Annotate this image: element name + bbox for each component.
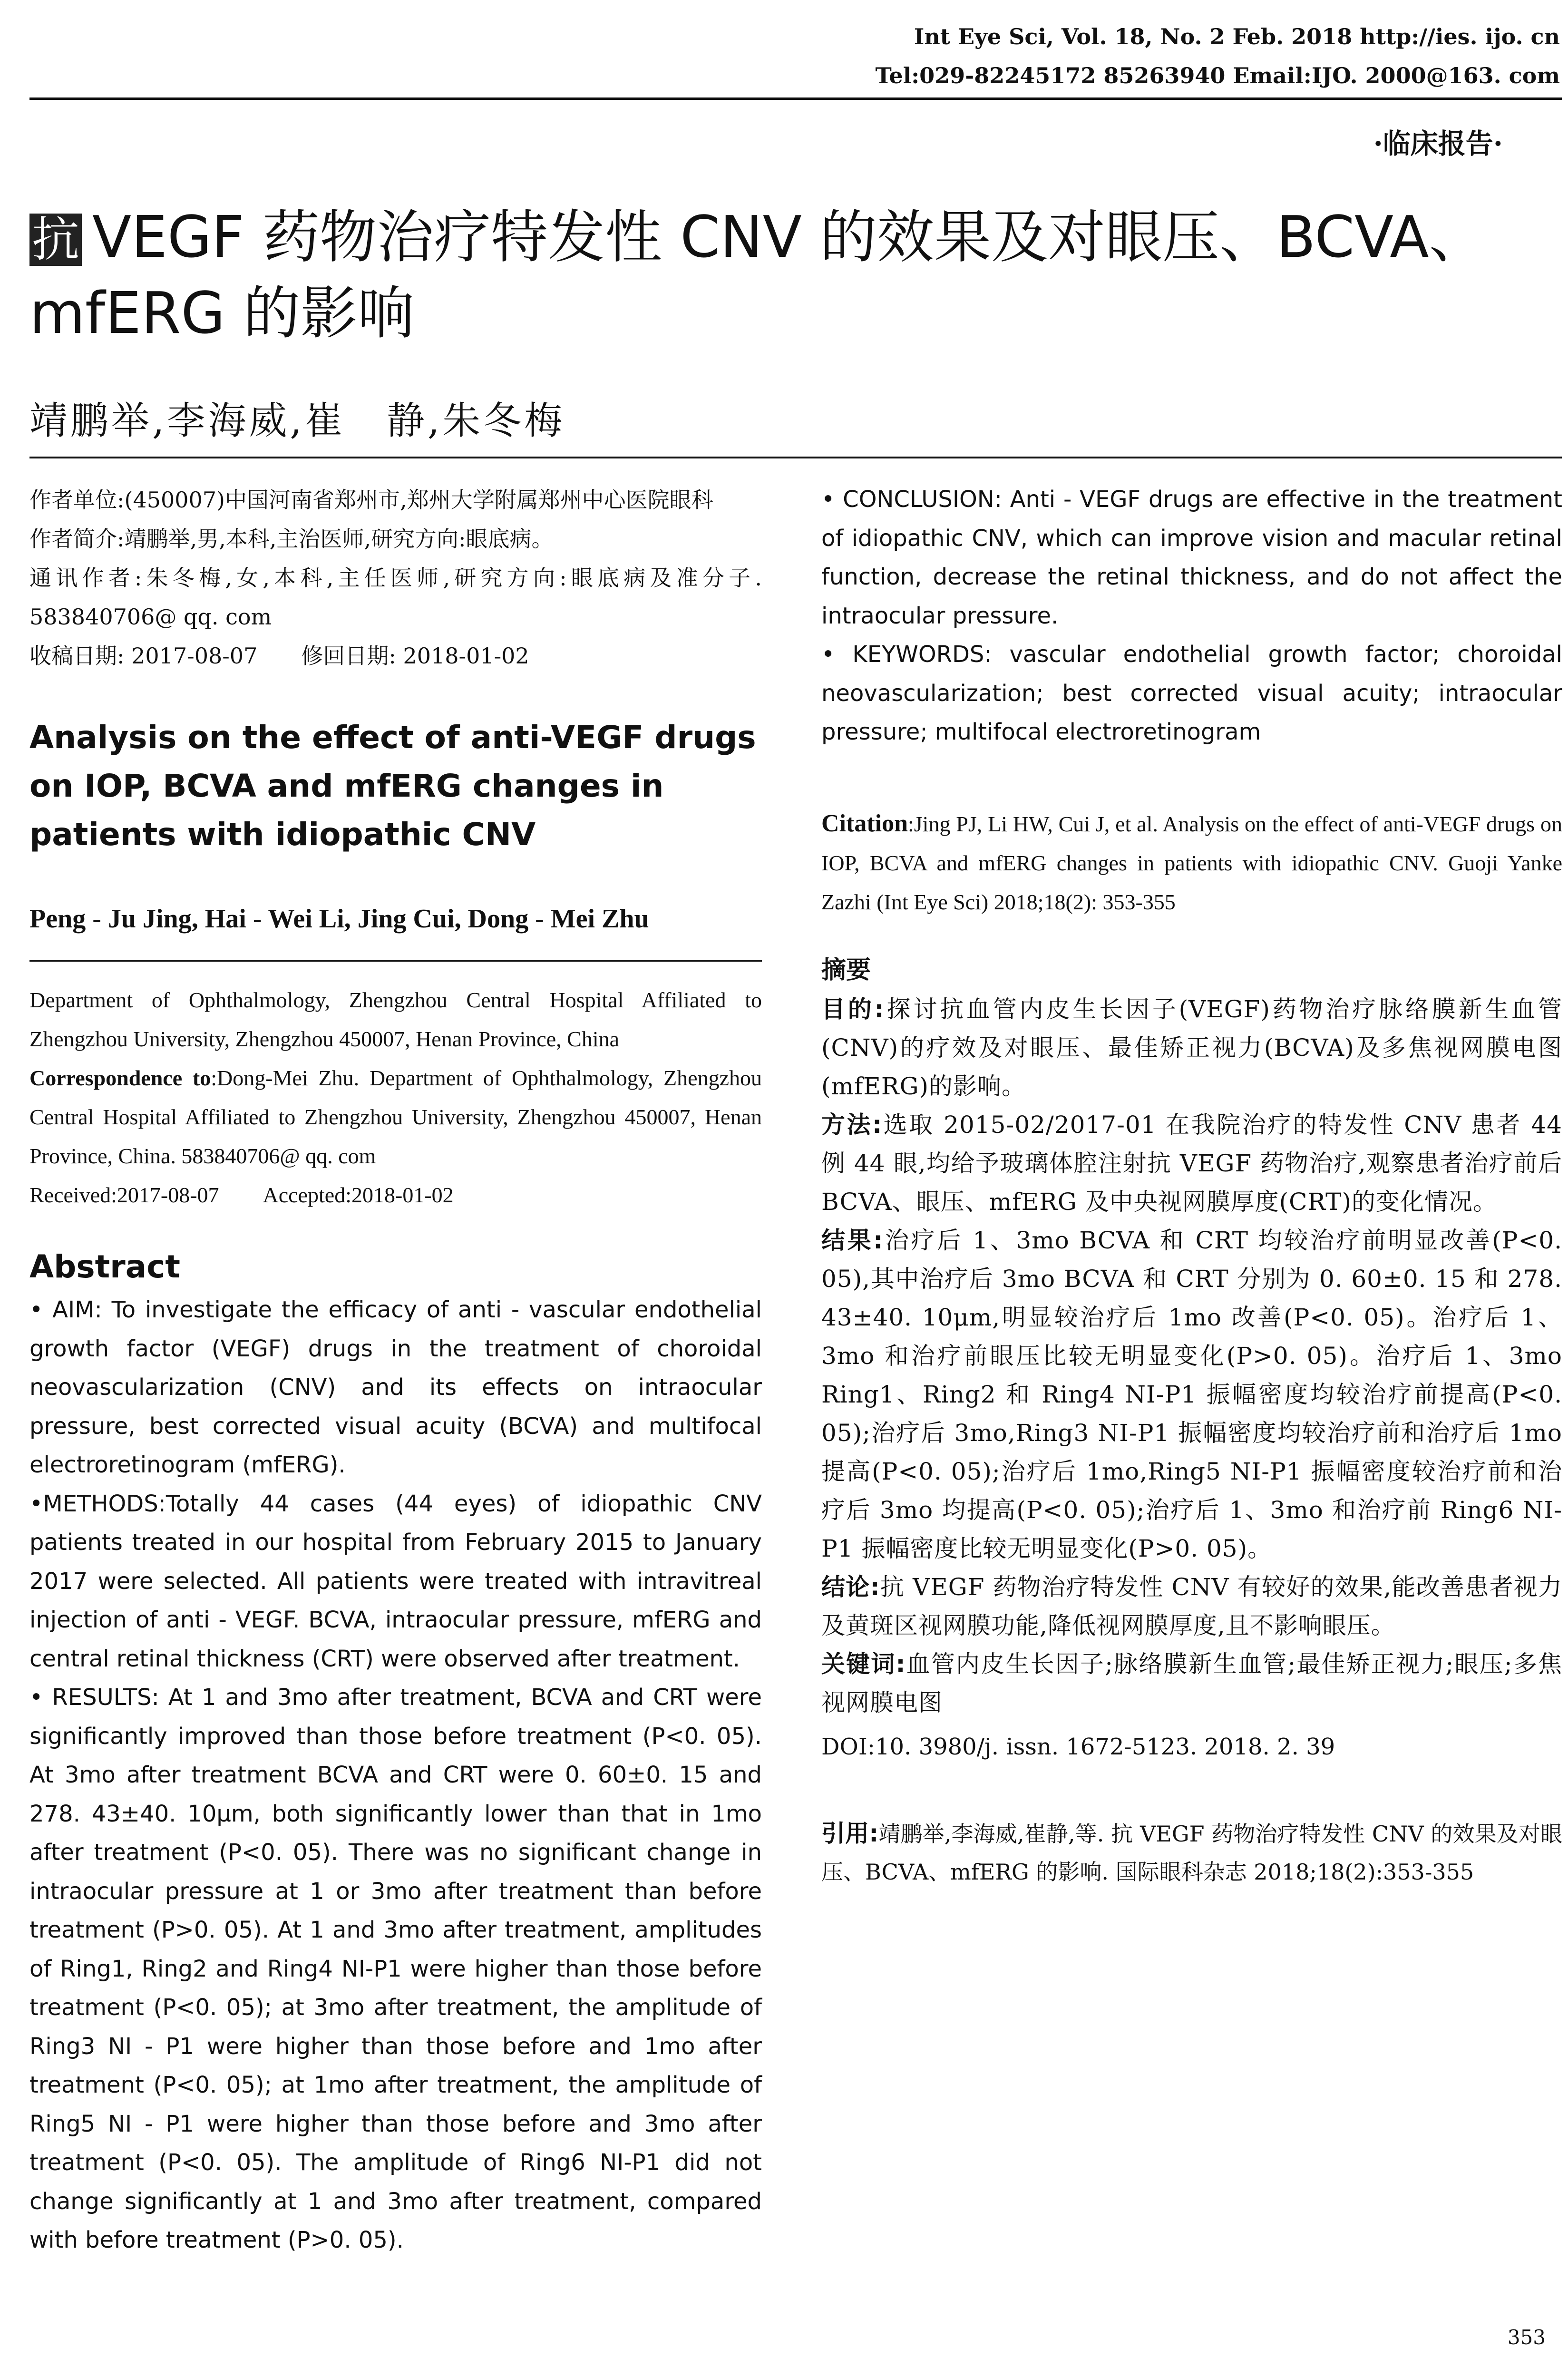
abstract-conclusion: • CONCLUSION: Anti - VEGF drugs are effective in the treatment of idiopathic CNV, which can improve vision and macular retinal function, decrease the retinal thickness, and do not affect the intraocular pressure. [821, 486, 1562, 629]
citation-label: Citation [821, 809, 908, 837]
cn-aim-text: 探讨抗血管内皮生长因子(VEGF)药物治疗脉络膜新生血管(CNV)的疗效及对眼压、最佳矫正视力(BCVA)及多焦视网膜电图(mfERG)的影响。 [821, 995, 1562, 1100]
correspondence [29, 1059, 762, 1176]
cn-aim [821, 990, 1562, 1106]
abstract-aim: • AIM: To investigate the efficacy of anti - vascular endothelial growth factor (VEGF) drugs in the treatment of choroidal neovascularization (CNV) and its effects on intraocular pressure, best corrected visual acuity (BCVA) and multifocal electroretinogram (mfERG). [29, 1296, 762, 1478]
right-column [821, 480, 1562, 1891]
cn-results [821, 1221, 1562, 1568]
correspondence-text: :Dong-Mei Zhu. Department of Ophthalmology, Zhengzhou Central Hospital Affiliated to Zhengzhou University, Zhengzhou 450007, Henan Province, China. 583840706@ qq. com [29, 1066, 762, 1168]
author-bio: 作者简介:靖鹏举,男,本科,主治医师,研究方向:眼底病。 [29, 526, 554, 552]
abstract-results: • RESULTS: At 1 and 3mo after treatment, BCVA and CRT were significantly improved than those before treatment (P<0. 05). At 3mo after treatment BCVA and CRT were 0. 60±0. 15 and 278. 43±40. 10μm, both significantly lower than that in 1mo after treatment (P<0. 05). There was no significant change in intraocular pressure at 1 or 3mo after treatment than before treatment (P>0. 05). At 1 and 3mo after treatment, amplitudes of Ring1, Ring2 and Ring4 NI-P1 were higher than those before treatment (P<0. 05); at 3mo after treatment, the amplitude of Ring3 NI - P1 were higher than those before and 1mo after treatment (P<0. 05); at 1mo after treatment, the amplitude of Ring5 NI - P1 were higher than those before and 3mo after treatment (P<0. 05). The amplitude of Ring6 NI-P1 did not change significantly at 1 and 3mo after treatment, compared with before treatment (P>0. 05). [29, 1684, 762, 2253]
cn-keywords-text: 血管内皮生长因子;脉络膜新生血管;最佳矫正视力;眼压;多焦视网膜电图 [821, 1650, 1562, 1716]
cite-cn [821, 1814, 1562, 1891]
paper-title [29, 200, 1551, 352]
cite-cn-text: 靖鹏举,李海威,崔静,等. 抗 VEGF 药物治疗特发性 CNV 的效果及对眼压、BCVA、mfERG 的影响. 国际眼科杂志 2018;18(2):353-355 [821, 1821, 1562, 1885]
cn-abstract-heading: 摘要 [821, 955, 871, 984]
abstract-keywords: • KEYWORDS: vascular endothelial growth factor; choroidal neovascularization; best corrected visual acuity; intraocular pressure; multifocal electroretinogram [821, 641, 1562, 745]
citation [821, 804, 1562, 922]
cn-aim-label: 目的: [821, 995, 885, 1023]
paper-title-text: VEGF 药物治疗特发性 CNV 的效果及对眼压、BCVA、mfERG 的影响 [29, 205, 1486, 347]
cn-keywords-label: 关键词: [821, 1650, 906, 1678]
citation-text: :Jing PJ, Li HW, Cui J, et al. Analysis on the effect of anti-VEGF drugs on IOP, BCVA and mfERG changes in patients with idiopathic CNV. Guoji Yanke Zazhi (Int Eye Sci) 2018;18(2): 353-355 [821, 811, 1562, 914]
cn-conclusion-text: 抗 VEGF 药物治疗特发性 CNV 有较好的效果,能改善患者视力及黄斑区视网膜功能,降低视网膜厚度,且不影响眼压。 [821, 1573, 1562, 1639]
received-accepted: Received:2017-08-07 Accepted:2018-01-02 [29, 1183, 454, 1207]
journal-contact: Tel:029-82245172 85263940 Email:IJO. 2000@163. com [875, 63, 1560, 88]
left-column [29, 480, 762, 2260]
journal-header: Int Eye Sci, Vol. 18, No. 2 Feb. 2018 http://ies. ijo. cn [914, 24, 1560, 49]
english-title: Analysis on the effect of anti-VEGF drugs on IOP, BCVA and mfERG changes in patients with idiopathic CNV [29, 719, 756, 853]
cn-methods-text: 选取 2015-02/2017-01 在我院治疗的特发性 CNV 患者 44 例 44 眼,均给予玻璃体腔注射抗 VEGF 药物治疗,观察患者治疗前后 BCVA、眼压、mfERG 及中央视网膜厚度(CRT)的变化情况。 [821, 1111, 1562, 1216]
abstract-methods: •METHODS:Totally 44 cases (44 eyes) of idiopathic CNV patients treated in our hospital from February 2015 to January 2017 were selected. All patients were treated with intravitreal injection of anti - VEGF. BCVA, intraocular pressure, mfERG and central retinal thickness (CRT) were observed after treatment. [29, 1490, 762, 1672]
author-unit: 作者单位:(450007)中国河南省郑州市,郑州大学附属郑州中心医院眼科 [29, 487, 713, 513]
english-authors: Peng - Ju Jing, Hai - Wei Li, Jing Cui, Dong - Mei Zhu [29, 904, 649, 934]
cn-methods-label: 方法: [821, 1111, 883, 1139]
cn-conclusion [821, 1568, 1562, 1645]
correspondence-label: Correspondence to [29, 1066, 211, 1090]
cn-keywords [821, 1645, 1562, 1722]
abstract-heading: Abstract [29, 1248, 180, 1285]
doi: DOI:10. 3980/j. issn. 1672-5123. 2018. 2. 39 [821, 1733, 1335, 1760]
cn-results-label: 结果: [821, 1226, 884, 1254]
department: Department of Ophthalmology, Zhengzhou Central Hospital Affiliated to Zhengzhou University, Zhengzhou 450007, Henan Province, China [29, 988, 762, 1051]
section-label: ·临床报告· [1373, 127, 1503, 160]
page-number: 353 [1507, 2326, 1546, 2349]
authors-rule [29, 457, 1562, 458]
received-dates-cn: 收稿日期: 2017-08-07 修回日期: 2018-01-02 [29, 643, 529, 669]
authors-cn: 靖鹏举,李海威,崔 静,朱冬梅 [29, 399, 565, 443]
affiliation-block [29, 480, 762, 675]
cite-cn-label: 引用: [821, 1819, 879, 1847]
cn-methods [821, 1106, 1562, 1221]
corresponding-author: 通讯作者:朱冬梅,女,本科,主任医师,研究方向:眼底病及准分子. 583840706@ qq. com [29, 565, 762, 630]
cn-results-text: 治疗后 1、3mo BCVA 和 CRT 均较治疗前明显改善(P<0. 05),其中治疗后 3mo BCVA 和 CRT 分别为 0. 60±0. 15 和 278. 43±40. 10μm,明显较治疗后 1mo 改善(P<0. 05)。治疗后 1、3mo 和治疗前眼压比较无明显变化(P>0. 05)。治疗后 1、3mo Ring1、Ring2 和 Ring4 NI-P1 振幅密度均较治疗前提高(P<0. 05);治疗后 3mo,Ring3 NI-P1 振幅密度均较治疗前和治疗后 1mo 提高(P<0. 05);治疗后 1mo,Ring5 NI-P1 振幅密度较治疗前和治疗后 3mo 均提高(P<0. 05);治疗后 1、3mo 和治疗前 Ring6 NI-P1 振幅密度比较无明显变化(P>0. 05)。 [821, 1226, 1562, 1562]
title-mark: 抗 [29, 214, 82, 266]
cn-conclusion-label: 结论: [821, 1573, 880, 1601]
english-authors-rule [29, 960, 762, 962]
header-rule [29, 97, 1562, 100]
